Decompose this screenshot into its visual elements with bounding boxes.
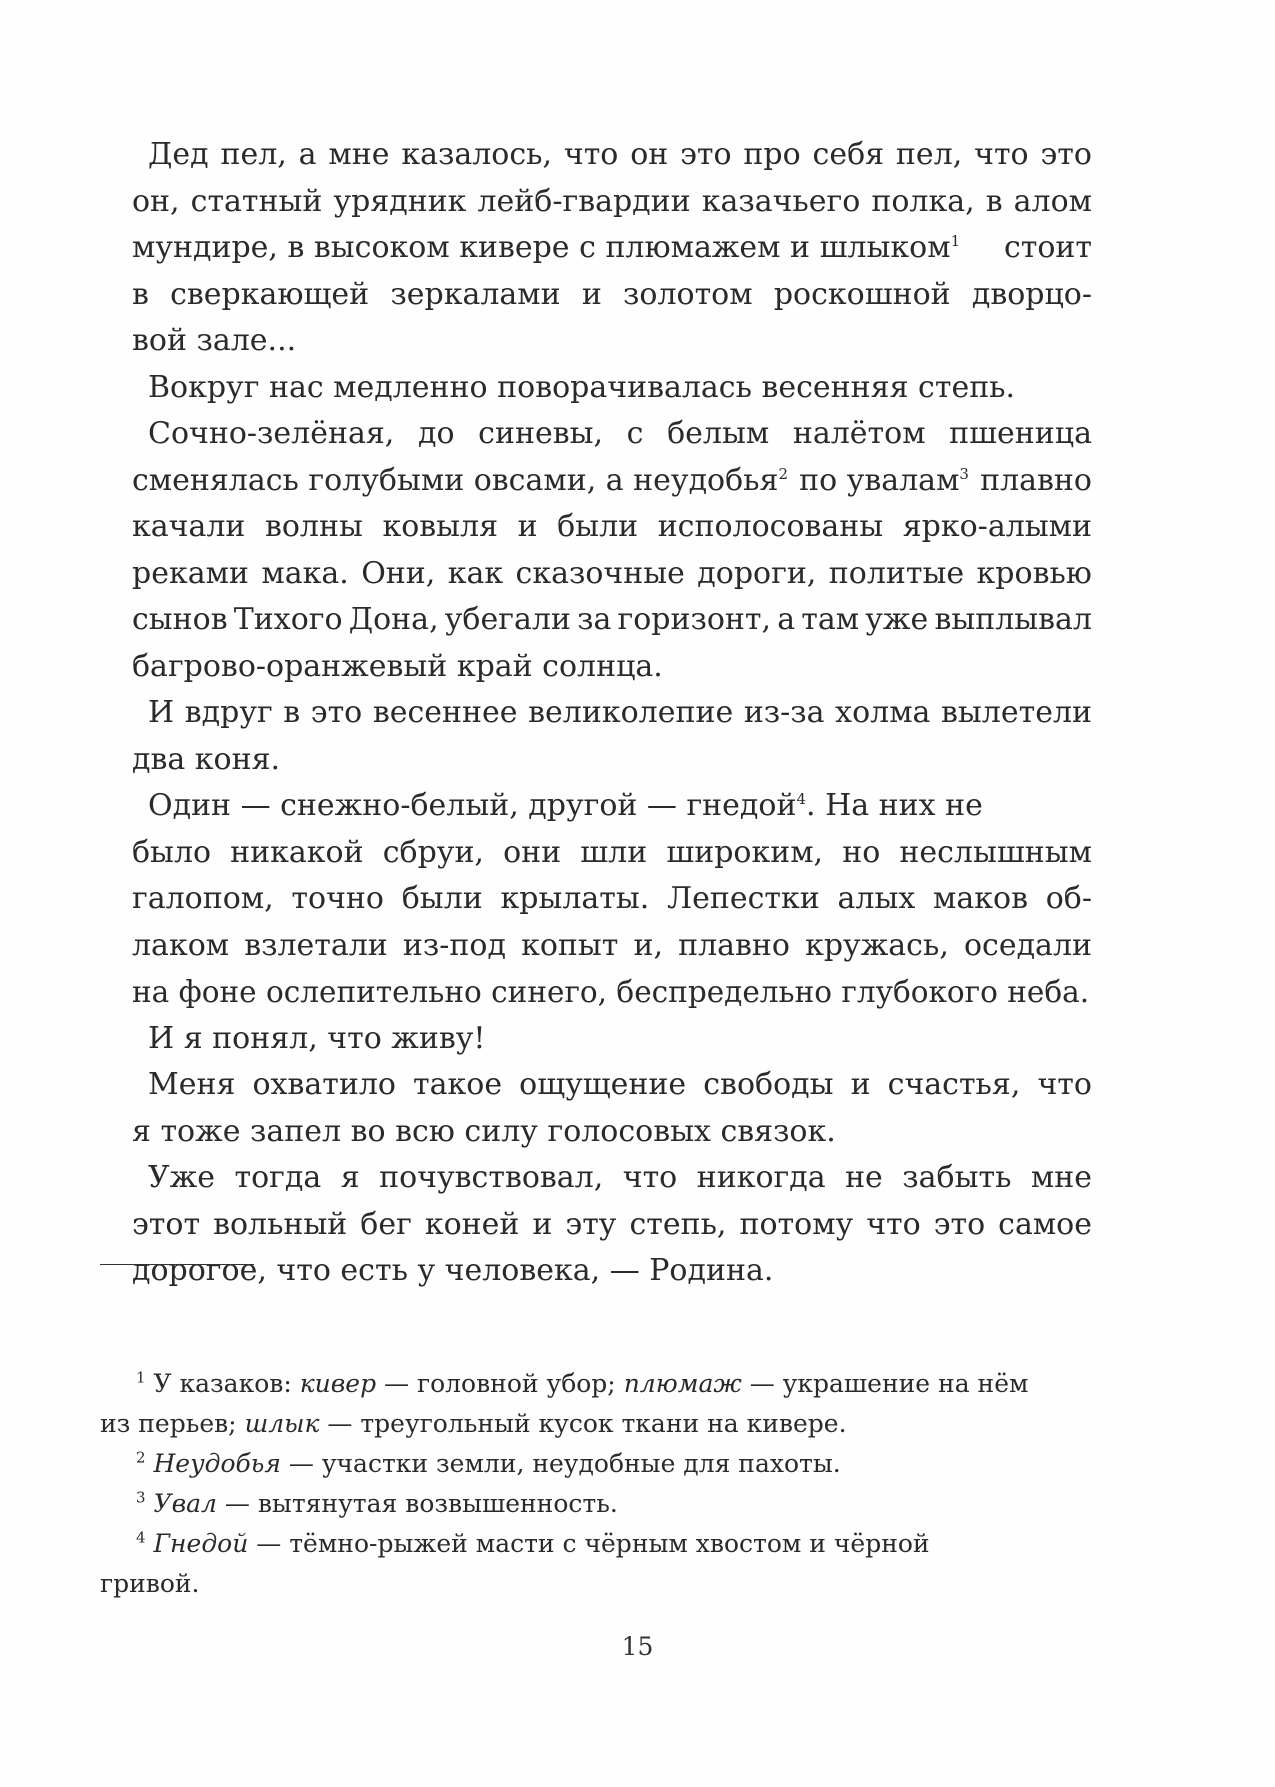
word: исполосованы bbox=[657, 509, 884, 544]
word: статный bbox=[190, 183, 323, 219]
text-line bbox=[132, 876, 1092, 923]
word: галопом, bbox=[132, 881, 274, 916]
word: и, bbox=[633, 927, 663, 963]
footnotes bbox=[100, 1364, 1092, 1604]
text-line: дорогое, что есть у человека, — Родина. bbox=[132, 1253, 774, 1288]
text-line: вой зале... bbox=[132, 323, 297, 358]
word: были bbox=[557, 509, 639, 544]
word: это bbox=[680, 137, 732, 172]
word: это bbox=[310, 695, 363, 730]
word: мака. bbox=[261, 555, 349, 591]
word: крылаты. bbox=[500, 881, 650, 916]
page-number: 15 bbox=[621, 1632, 654, 1661]
word: вылетели bbox=[941, 695, 1092, 730]
text-line bbox=[132, 830, 1092, 877]
text-line bbox=[132, 551, 1092, 598]
word: пел, bbox=[895, 137, 963, 172]
word: счастья, bbox=[887, 1067, 1021, 1102]
word: и bbox=[850, 1067, 871, 1102]
word: и bbox=[581, 276, 602, 312]
word: Уже bbox=[148, 1160, 216, 1195]
word: не bbox=[845, 1160, 883, 1195]
word: что bbox=[866, 1206, 921, 1242]
footnote-ref: 2 bbox=[778, 464, 788, 483]
word: что bbox=[974, 137, 1029, 172]
word: об- bbox=[1045, 881, 1092, 916]
text-line: Вокруг нас медленно поворачивалась весенняя степь. bbox=[148, 369, 1016, 405]
text-line: Один — снежно-белый, другой — гнедой$^4$. На них не bbox=[148, 788, 983, 823]
text-line bbox=[132, 1202, 1092, 1249]
word: ковыля bbox=[382, 509, 498, 544]
word: маков bbox=[933, 881, 1028, 916]
word: плавно bbox=[678, 927, 790, 963]
text-line bbox=[132, 411, 1092, 458]
word: вдруг bbox=[184, 695, 273, 730]
word: свободы bbox=[703, 1067, 834, 1102]
text-line bbox=[132, 132, 1092, 179]
word: Меня bbox=[148, 1067, 236, 1102]
word: самое bbox=[998, 1206, 1092, 1242]
word: про bbox=[743, 137, 801, 172]
word: выплывал bbox=[934, 602, 1092, 637]
word: были bbox=[401, 881, 483, 916]
footnote-line: $^1$ У казаков: кивер — головной убор; плюмаж — украшение на нём bbox=[136, 1368, 1029, 1398]
text-line: на фоне ослепительно синего, беспредельно глубокого неба. bbox=[132, 975, 1090, 1009]
word: они bbox=[503, 834, 562, 870]
word: оседали bbox=[963, 927, 1092, 963]
footnote-line: $^4$ Гнедой — тёмно-рыжей масти с чёрным хвостом и чёрной bbox=[136, 1528, 930, 1558]
word: ощущение bbox=[519, 1067, 687, 1102]
footnote-ref: 4 bbox=[796, 790, 807, 808]
text-line bbox=[132, 504, 1092, 551]
word: кровью bbox=[976, 555, 1092, 591]
word: сказочные bbox=[515, 555, 685, 591]
word: лаком bbox=[132, 927, 230, 963]
text-line: сменялась голубыми овсами, а неудобья$^2$ по увалам$^3$ плавно bbox=[132, 462, 1092, 498]
word: алом bbox=[1013, 183, 1092, 219]
word: что bbox=[563, 137, 619, 172]
word: но bbox=[842, 834, 881, 870]
word: полка, bbox=[871, 183, 975, 219]
word: себя bbox=[812, 137, 885, 172]
word: сверкающей bbox=[170, 276, 370, 312]
footnote-line: $^2$ Неудобья — участки земли, неудобные для пахоты. bbox=[136, 1448, 841, 1478]
text-line bbox=[132, 1062, 1092, 1109]
word: холма bbox=[835, 695, 931, 730]
word: там bbox=[801, 602, 860, 637]
word: а bbox=[777, 602, 796, 637]
word: лейб-гвардии bbox=[477, 183, 691, 219]
word: великолепие bbox=[528, 695, 734, 730]
word: до bbox=[417, 416, 455, 451]
footnote-separator bbox=[100, 1264, 254, 1265]
word: почувствовал, bbox=[379, 1160, 604, 1195]
word: весеннее bbox=[372, 695, 518, 730]
text-line bbox=[132, 272, 1092, 319]
word: казалось, bbox=[401, 137, 553, 172]
footnote-line: $^3$ Увал — вытянутая возвышенность. bbox=[136, 1488, 618, 1518]
word: было bbox=[132, 834, 212, 870]
word: пел, bbox=[220, 137, 287, 172]
word: кружась, bbox=[805, 927, 949, 963]
word: из-под bbox=[402, 927, 506, 963]
word: это bbox=[1040, 137, 1092, 172]
word: забыть bbox=[902, 1160, 1012, 1195]
text-line: два коня. bbox=[132, 741, 281, 777]
word: казачьего bbox=[701, 183, 861, 219]
word: Дона, bbox=[348, 602, 439, 637]
word: этот bbox=[132, 1206, 201, 1242]
word: качали bbox=[132, 509, 246, 544]
word: сынов bbox=[132, 602, 228, 637]
word: Тихого bbox=[233, 602, 343, 637]
word: он bbox=[630, 137, 669, 172]
footnote-ref: 3 bbox=[959, 464, 969, 483]
footnote-ref: 1 bbox=[950, 232, 961, 250]
word: уже bbox=[865, 602, 929, 637]
word: шли bbox=[580, 834, 648, 870]
word: Они, bbox=[361, 555, 436, 591]
word: золотом bbox=[623, 276, 753, 312]
word: никогда bbox=[696, 1160, 826, 1195]
text-line bbox=[132, 597, 1092, 644]
word: синевы, bbox=[478, 416, 604, 451]
word: сбруи, bbox=[382, 834, 484, 870]
word: дороги, bbox=[697, 555, 817, 591]
word: что bbox=[622, 1160, 678, 1195]
word: и bbox=[517, 509, 538, 544]
word: в bbox=[985, 183, 1003, 219]
word: охватило bbox=[252, 1067, 396, 1102]
word: Лепестки bbox=[667, 881, 820, 916]
word: широким, bbox=[666, 834, 824, 870]
word: Сочно-зелёная, bbox=[148, 416, 395, 451]
word: это bbox=[933, 1206, 986, 1242]
text-line bbox=[132, 1155, 1092, 1202]
text-line bbox=[132, 179, 1092, 226]
word: я bbox=[340, 1160, 360, 1195]
word: такое bbox=[413, 1067, 503, 1102]
word: реками bbox=[132, 555, 249, 591]
word: в bbox=[132, 276, 149, 312]
word: что bbox=[1037, 1067, 1092, 1102]
word: мне bbox=[328, 137, 390, 172]
word: налётом bbox=[792, 416, 926, 451]
word: белым bbox=[667, 416, 770, 451]
word: И bbox=[148, 695, 175, 730]
word: он, bbox=[132, 183, 180, 219]
word: дворцо- bbox=[971, 276, 1092, 312]
main-text bbox=[132, 132, 1092, 1295]
word: бег bbox=[360, 1206, 412, 1242]
text-line: багрово-оранжевый край солнца. bbox=[132, 648, 663, 684]
text-line: мундире, в высоком кивере с плюмажем и шлыком$^1$ стоит bbox=[132, 230, 1092, 265]
word: убегали bbox=[444, 602, 571, 637]
word: тогда bbox=[234, 1160, 322, 1195]
word: эту bbox=[565, 1206, 617, 1242]
word: горизонт, bbox=[617, 602, 772, 637]
word: Дед bbox=[148, 137, 209, 172]
word: в bbox=[283, 695, 301, 730]
text-line bbox=[132, 923, 1092, 970]
text-line: И я понял, что живу! bbox=[148, 1020, 486, 1056]
word: как bbox=[447, 555, 504, 591]
word: коней bbox=[424, 1206, 520, 1242]
footnote-line: из перьев; шлык — треугольный кусок ткани на кивере. bbox=[100, 1409, 847, 1438]
word: мне bbox=[1030, 1160, 1092, 1195]
word: алых bbox=[837, 881, 916, 916]
word: за bbox=[577, 602, 612, 637]
text-line: я тоже запел во всю силу голосовых связок. bbox=[132, 1113, 836, 1149]
word: степь, bbox=[629, 1206, 727, 1242]
word: ярко-алыми bbox=[902, 509, 1092, 544]
word: с bbox=[626, 416, 644, 451]
word: а bbox=[298, 137, 317, 172]
word: потому bbox=[739, 1206, 854, 1242]
word: роскошной bbox=[773, 276, 951, 312]
text-line bbox=[132, 690, 1092, 737]
word: и bbox=[532, 1206, 553, 1242]
word: взлетали bbox=[244, 927, 388, 963]
word: никакой bbox=[230, 834, 364, 870]
word: пшеница bbox=[949, 416, 1092, 451]
word: неслышным bbox=[899, 834, 1092, 870]
word: вольный bbox=[213, 1206, 348, 1242]
word: зеркалами bbox=[390, 276, 561, 312]
word: волны bbox=[264, 509, 363, 544]
footnote-line: гривой. bbox=[100, 1569, 200, 1598]
word: точно bbox=[291, 881, 384, 916]
word: копыт bbox=[521, 927, 619, 963]
word: из-за bbox=[743, 695, 825, 730]
word: политые bbox=[828, 555, 965, 591]
word: урядник bbox=[333, 183, 467, 219]
